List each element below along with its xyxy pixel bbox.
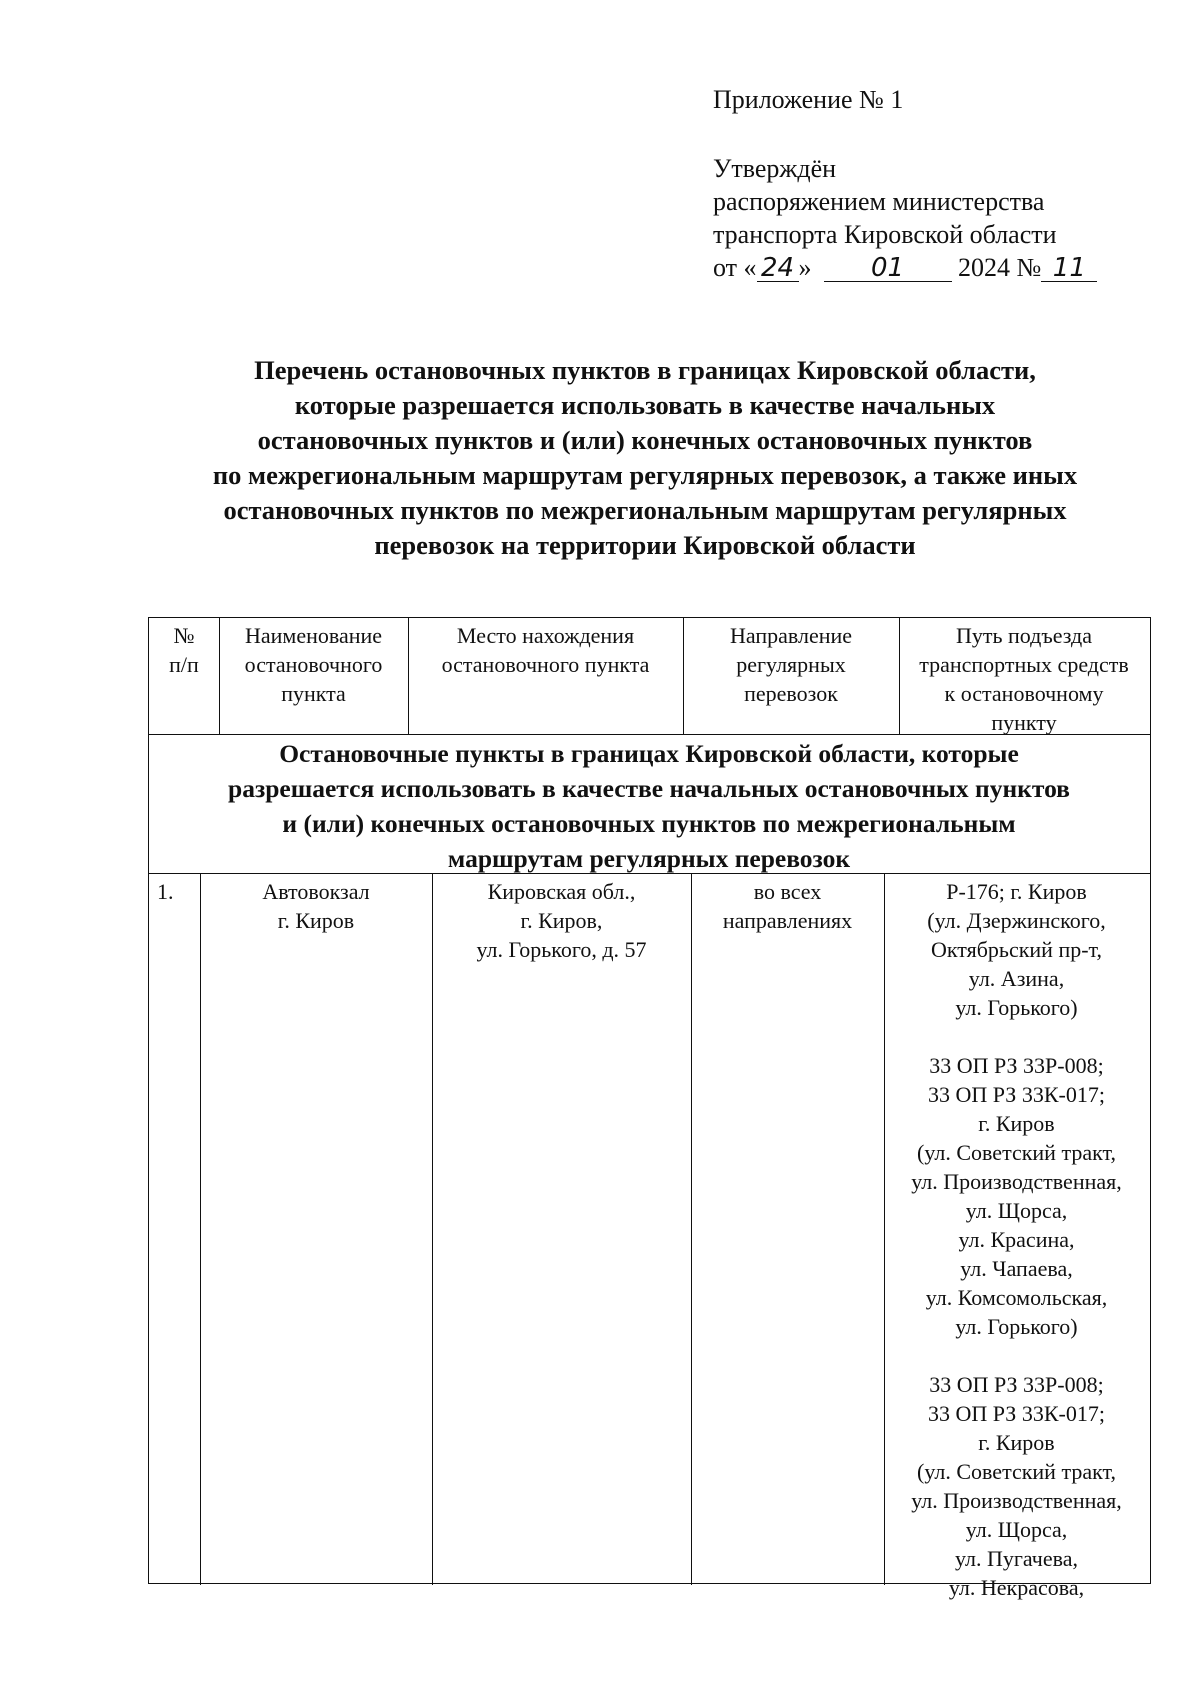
- handwritten-day: 24: [757, 255, 799, 282]
- handwritten-order-number: 11: [1041, 255, 1097, 282]
- stop-name-cell: [200, 877, 432, 935]
- title-line: остановочных пунктов по межрегиональным маршрутам регулярных: [223, 495, 1067, 525]
- stop-name-line: г. Киров: [277, 908, 355, 933]
- route-line: ул. Щорса,: [965, 1517, 1068, 1542]
- route-line: г. Киров: [978, 1111, 1055, 1136]
- column-header-line: остановочного пункта: [441, 652, 650, 677]
- approval-line: Утверждён: [713, 154, 837, 183]
- route-line: ул. Щорса,: [965, 1198, 1068, 1223]
- direction-line: направлениях: [722, 908, 853, 933]
- route-line: ул. Горького): [955, 1314, 1078, 1339]
- date-year-number-label: 2024 №: [958, 253, 1042, 282]
- column-header-direction: [683, 621, 899, 708]
- stop-name-line: Автовокзал: [262, 879, 370, 904]
- document-title: [150, 353, 1140, 563]
- route-line: г. Киров: [978, 1430, 1055, 1455]
- stop-location-line: Кировская обл.,: [487, 879, 636, 904]
- column-header-line: п/п: [169, 652, 199, 677]
- column-header-line: №: [173, 623, 195, 648]
- route-line: ул. Комсомольская,: [925, 1285, 1108, 1310]
- route-line: ул. Чапаева,: [960, 1256, 1073, 1281]
- column-header-line: пункта: [281, 681, 346, 706]
- body-divider: [432, 873, 433, 1585]
- title-line: перевозок на территории Кировской области: [374, 530, 916, 560]
- route-line: (ул. Советский тракт,: [917, 1140, 1116, 1165]
- route-line: Р-176; г. Киров: [946, 879, 1087, 904]
- stops-table: [148, 617, 1151, 1600]
- route-line: ул. Производственная,: [911, 1169, 1122, 1194]
- column-header-line: Наименование: [244, 623, 383, 648]
- row-number: 1.: [157, 879, 174, 904]
- appendix-label: Приложение № 1: [713, 85, 904, 114]
- handwritten-month: 01: [824, 255, 952, 282]
- section-heading: [149, 736, 1149, 876]
- approval-line: распоряжением министерства: [713, 187, 1045, 216]
- route-line: Октябрьский пр-т,: [930, 937, 1102, 962]
- stop-location-line: г. Киров,: [520, 908, 603, 933]
- approval-date-line: [713, 251, 1097, 284]
- route-line: ул. Производственная,: [911, 1488, 1122, 1513]
- column-header-line: Путь подъезда: [955, 623, 1093, 648]
- route-line: 33 ОП РЗ 33Р-008;: [929, 1372, 1104, 1397]
- column-header-route: [899, 621, 1149, 737]
- date-prefix: от «: [713, 253, 757, 282]
- title-line: Перечень остановочных пунктов в границах Кировской области,: [254, 355, 1036, 385]
- route-line: ул. Пугачева,: [955, 1546, 1078, 1571]
- column-header-line: регулярных: [736, 652, 846, 677]
- title-line: остановочных пунктов и (или) конечных остановочных пунктов: [257, 425, 1033, 455]
- route-line: 33 ОП РЗ 33Р-008;: [929, 1053, 1104, 1078]
- section-line: и (или) конечных остановочных пунктов по межрегиональным: [282, 809, 1016, 838]
- column-header-name: [219, 621, 408, 708]
- column-header-line: транспортных средств: [919, 652, 1129, 677]
- column-header-line: Направление: [729, 623, 853, 648]
- approval-block: [713, 152, 1097, 284]
- route-line: ул. Некрасова,: [948, 1575, 1085, 1600]
- stop-location-cell: [432, 877, 691, 964]
- direction-line: во всех: [753, 879, 822, 904]
- column-header-line: пункту: [991, 710, 1057, 735]
- route-line: 33 ОП РЗ 33К-017;: [928, 1401, 1105, 1426]
- date-quote-close: »: [798, 253, 812, 282]
- route-spacer: [884, 1341, 1149, 1370]
- body-divider: [691, 873, 692, 1585]
- route-line: (ул. Советский тракт,: [917, 1459, 1116, 1484]
- route-line: (ул. Дзержинского,: [927, 908, 1106, 933]
- title-line: которые разрешается использовать в качестве начальных: [294, 390, 996, 420]
- column-header-line: Место нахождения: [456, 623, 635, 648]
- column-header-line: остановочного: [244, 652, 383, 677]
- section-line: маршрутам регулярных перевозок: [447, 844, 851, 873]
- route-line: ул. Красина,: [958, 1227, 1075, 1252]
- route-spacer: [884, 1022, 1149, 1051]
- column-header-number: [149, 621, 219, 679]
- stop-location-line: ул. Горького, д. 57: [476, 937, 647, 962]
- route-line: ул. Горького): [955, 995, 1078, 1020]
- access-route-cell: [884, 877, 1149, 1602]
- route-line: ул. Азина,: [968, 966, 1065, 991]
- route-line: 33 ОП РЗ 33К-017;: [928, 1082, 1105, 1107]
- section-line: разрешается использовать в качестве начальных остановочных пунктов: [228, 774, 1070, 803]
- column-header-line: перевозок: [744, 681, 838, 706]
- column-header-line: к остановочному: [944, 681, 1104, 706]
- title-line: по межрегиональным маршрутам регулярных перевозок, а также иных: [212, 460, 1078, 490]
- approval-line: транспорта Кировской области: [713, 220, 1057, 249]
- section-line: Остановочные пункты в границах Кировской области, которые: [279, 739, 1019, 768]
- column-header-location: [408, 621, 683, 679]
- body-divider: [200, 873, 201, 1585]
- direction-cell: [691, 877, 884, 935]
